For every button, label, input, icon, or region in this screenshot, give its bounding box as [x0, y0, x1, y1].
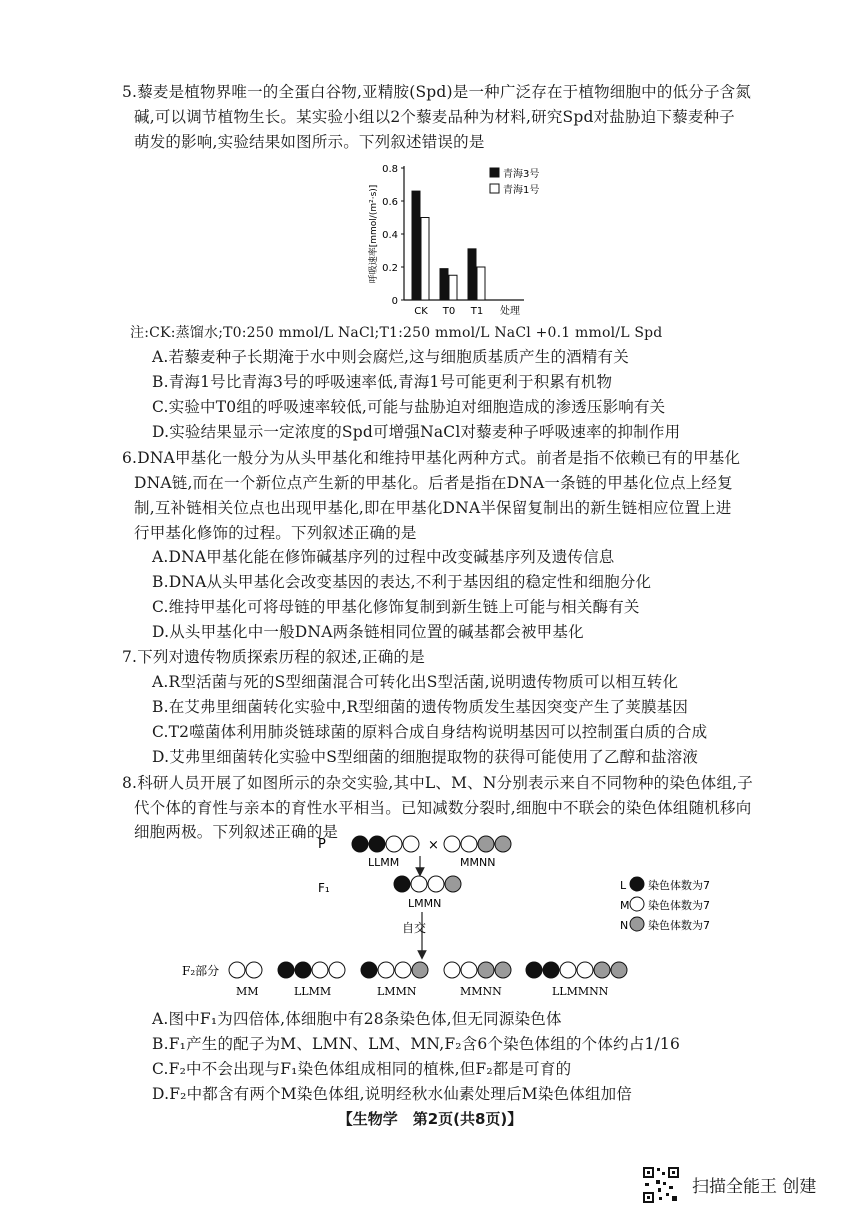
q8-option-a: A.图中F₁为四倍体,体细胞中有28条染色体,但无同源染色体: [152, 1010, 562, 1028]
x-tick-label-T0: T0: [442, 306, 456, 317]
legend-text-n: 染色体数为7: [648, 919, 710, 932]
page-footer: 【生物学 第2页(共8页)】: [337, 1110, 523, 1128]
q7-option-a: A.R型活菌与死的S型细菌混合可转化出S型活菌,说明遗传物质可以相互转化: [152, 673, 679, 691]
watermark-text: 扫描全能王 创建: [692, 1177, 817, 1197]
cross-symbol: ×: [428, 838, 439, 853]
q5-option-a: A.若藜麦种子长期淹于水中则会腐烂,这与细胞质基质产生的酒精有关: [152, 348, 629, 366]
f2-mmnn: [444, 962, 511, 978]
q8-option-b: B.F₁产生的配子为M、LMN、LM、MN,F₂含6个染色体组的个体约占1/16: [152, 1035, 681, 1053]
f2-mm: [229, 962, 262, 978]
legend-key-l: L: [620, 879, 627, 892]
f1-genome-label: LMMN: [408, 897, 442, 910]
q5-option-d: D.实验结果显示一定浓度的Spd可增强NaCl对藜麦种子呼吸速率的抑制作用: [152, 423, 681, 441]
respiration-rate-chart: [362, 160, 602, 320]
scanner-watermark: [642, 1166, 852, 1202]
y-tick-label-3: 0.6: [382, 197, 398, 208]
x-tick-label-CK: CK: [414, 306, 428, 317]
q6-line4: 行甲基化修饰的过程。下列叙述正确的是: [134, 524, 417, 542]
f2-svg: [182, 955, 762, 1003]
q5-line2: 碱,可以调节植物生长。某实验小组以2个藜麦品种为材料,研究Spd对盐胁迫下藜麦种子: [134, 108, 735, 126]
parent2-chromosome-sets: [444, 836, 511, 852]
legend-key-m: M: [620, 899, 630, 912]
q7-line1: 7.下列对遗传物质探索历程的叙述,正确的是: [122, 648, 425, 666]
bar-T0-series-1: [449, 275, 457, 300]
y-tick-label-4: 0.8: [382, 164, 398, 175]
f1-label: F₁: [318, 881, 330, 895]
bar-T1-series-0: [468, 249, 476, 300]
f2-llmm: [278, 962, 345, 978]
f2-llmmnn-label: LLMMNN: [552, 985, 609, 998]
parent1-genome-label: LLMM: [368, 856, 400, 869]
q8-option-c: C.F₂中不会出现与F₁染色体组成相同的植株,但F₂都是可育的: [152, 1060, 572, 1078]
selfing-label: 自交: [402, 921, 427, 935]
p-label: P: [318, 837, 326, 852]
q5-line1: 5.藜麦是植物界唯一的全蛋白谷物,亚精胺(Spd)是一种广泛存在于植物细胞中的低分子含氮: [122, 83, 752, 101]
legend-key-n: N: [620, 919, 629, 932]
f2-lmmn: [361, 962, 428, 978]
diagram-legend: [620, 877, 710, 932]
bar-CK-series-0: [412, 191, 420, 300]
f2-row: [182, 955, 762, 1003]
parent1-chromosome-sets: [352, 836, 419, 852]
y-tick-label-0: 0: [391, 296, 398, 307]
legend-text-l: 染色体数为7: [648, 879, 710, 892]
bar-CK-series-1: [421, 218, 429, 301]
parent2-genome-label: MMNN: [460, 856, 496, 869]
f2-mm-label: MM: [236, 985, 259, 998]
legend-text-m: 染色体数为7: [648, 899, 710, 912]
q8-option-d: D.F₂中都含有两个M染色体组,说明经秋水仙素处理后M染色体组加倍: [152, 1085, 633, 1103]
y-tick-label-2: 0.4: [382, 230, 398, 241]
f2-llmm-label: LLMM: [294, 985, 332, 998]
y-axis-title: 呼吸速率[mmol/(m²·s)]: [369, 184, 379, 284]
bar-T1-series-1: [477, 267, 485, 300]
f2-lmmn-label: LMMN: [377, 985, 417, 998]
q6-option-b: B.DNA从头甲基化会改变基因的表达,不利于基因组的稳定性和细胞分化: [152, 573, 652, 591]
f1-chromosome-sets: [394, 876, 461, 892]
legend-label-0: 青海3号: [503, 169, 540, 180]
f2-llmmnn: [526, 962, 627, 978]
q8-line2: 代个体的育性与亲本的育性水平相当。已知减数分裂时,细胞中不联会的染色体组随机移向: [134, 799, 752, 817]
qr-code-icon: [642, 1166, 680, 1204]
q5-chart-note: 注:CK:蒸馏水;T0:250 mmol/L NaCl;T1:250 mmol/L NaCl +0.1 mmol/L Spd: [130, 325, 663, 341]
q8-line1: 8.科研人员开展了如图所示的杂交实验,其中L、M、N分别表示来自不同物种的染色体组,子: [122, 774, 753, 792]
q5-line3: 萌发的影响,实验结果如图所示。下列叙述错误的是: [134, 133, 485, 151]
q7-option-b: B.在艾弗里细菌转化实验中,R型细菌的遗传物质发生基因突变产生了荚膜基因: [152, 698, 689, 716]
legend-swatch-1: [490, 184, 499, 193]
legend-swatch-0: [490, 168, 499, 177]
q5-option-b: B.青海1号比青海3号的呼吸速率低,青海1号可能更利于积累有机物: [152, 373, 613, 391]
bar-chart-svg: [362, 160, 602, 320]
q7-option-d: D.艾弗里细菌转化实验中S型细菌的细胞提取物的获得可能使用了乙醇和盐溶液: [152, 748, 699, 766]
q6-option-c: C.维持甲基化可将母链的甲基化修饰复制到新生链上可能与相关酶有关: [152, 598, 640, 616]
f2-label: F₂部分: [182, 964, 220, 978]
legend-label-1: 青海1号: [503, 185, 540, 196]
q6-line2: DNA链,而在一个新位点产生新的甲基化。后者是指在DNA一条链的甲基化位点上经复: [134, 474, 733, 492]
q6-option-a: A.DNA甲基化能在修饰碱基序列的过程中改变碱基序列及遗传信息: [152, 548, 615, 566]
f2-mmnn-label: MMNN: [460, 985, 502, 998]
q6-line3: 制,互补链相关位点也出现甲基化,即在甲基化DNA半保留复制出的新生链相应位置上进: [134, 499, 732, 517]
q7-option-c: C.T2噬菌体利用肺炎链球菌的原料合成自身结构说明基因可以控制蛋白质的合成: [152, 723, 708, 741]
bar-T0-series-0: [440, 269, 448, 300]
q6-line1: 6.DNA甲基化一般分为从头甲基化和维持甲基化两种方式。前者是指不依赖已有的甲基化: [122, 449, 741, 467]
q6-option-d: D.从头甲基化中一般DNA两条链相同位置的碱基都会被甲基化: [152, 623, 584, 641]
x-axis-title: 处理: [500, 306, 520, 317]
q5-option-c: C.实验中T0组的呼吸速率较低,可能与盐胁迫对细胞造成的渗透压影响有关: [152, 398, 666, 416]
q8-line3: 细胞两极。下列叙述正确的是: [134, 823, 339, 841]
x-tick-label-T1: T1: [470, 306, 484, 317]
y-tick-label-1: 0.2: [382, 263, 398, 274]
